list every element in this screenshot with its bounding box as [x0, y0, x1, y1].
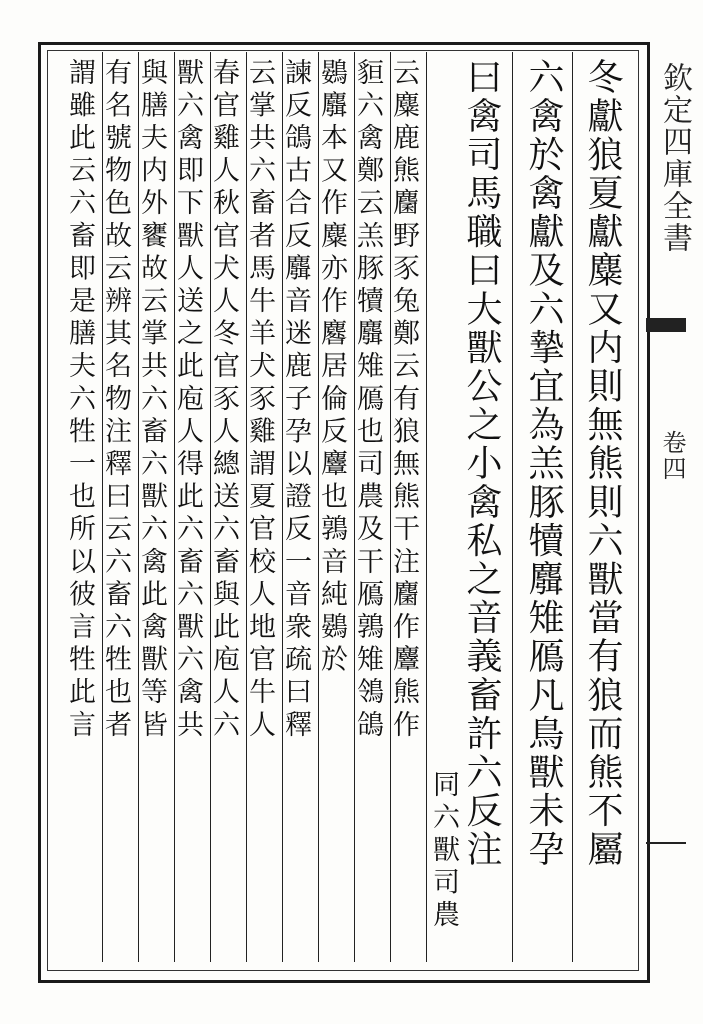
fishtail-mark — [646, 318, 686, 332]
note-column-6: 云掌共六畜者馬牛羊犬豕雞謂夏官校人地官牛人 — [244, 58, 275, 743]
note-column-2: 云麋鹿熊麕野豕兔鄭云有狼無熊干注麕作麞熊作 — [388, 58, 419, 743]
column-rule — [174, 52, 175, 962]
note-column-9: 與膳夫内外饔故云掌共六畜六獸六禽此禽獸等皆 — [136, 58, 167, 743]
note-column-7: 春官雞人秋官犬人冬官豕人總送六畜與此庖人六 — [208, 58, 239, 743]
column-rule — [282, 52, 283, 962]
note-column-4: 鷃麛本又作麋亦作麔居倫反麞也鶉音純鷃於 — [316, 58, 347, 678]
note-column-3: 貆六禽鄭云羔豚犢麛雉鴈也司農及干鴈鶉雉鴒鴿 — [352, 58, 383, 743]
note-column-10: 有名號物色故云辨其名物注釋曰云六畜六牲也者 — [100, 58, 131, 743]
column-rule — [354, 52, 355, 962]
margin-book-title: 欽定四庫全書 — [657, 62, 692, 254]
column-rule — [426, 52, 427, 962]
note-column-5: 諫反鴿古合反麛音迷鹿子孕以證反一音衆疏曰釋 — [280, 58, 311, 743]
column-rule — [138, 52, 139, 962]
text-column-1: 冬獻狼夏獻麋又内則無熊則六獸當有狼而熊不屬 — [582, 58, 623, 869]
note-column-11: 謂雖此云六畜即是膳夫六牲一也所以彼言牲此言 — [64, 58, 95, 743]
note-column-1: 同六獸司農 — [428, 770, 459, 933]
column-rule — [246, 52, 247, 962]
margin-tick-mark — [646, 842, 686, 844]
text-column-2: 六禽於禽獻及六摯宜為羔豚犢麛雉鴈凡鳥獸未孕 — [523, 58, 564, 869]
text-column-3: 曰禽司馬職曰大獸公之小禽私之音義畜許六反注 — [461, 58, 502, 869]
column-rule — [318, 52, 319, 962]
note-column-8: 獸六禽即下獸人送之此庖人得此六畜六獸六禽共 — [172, 58, 203, 743]
column-rule — [572, 52, 573, 962]
column-rule — [210, 52, 211, 962]
column-rule — [390, 52, 391, 962]
margin-volume-label: 卷四 — [658, 430, 686, 482]
column-rule — [512, 52, 513, 962]
column-rule — [102, 52, 103, 962]
